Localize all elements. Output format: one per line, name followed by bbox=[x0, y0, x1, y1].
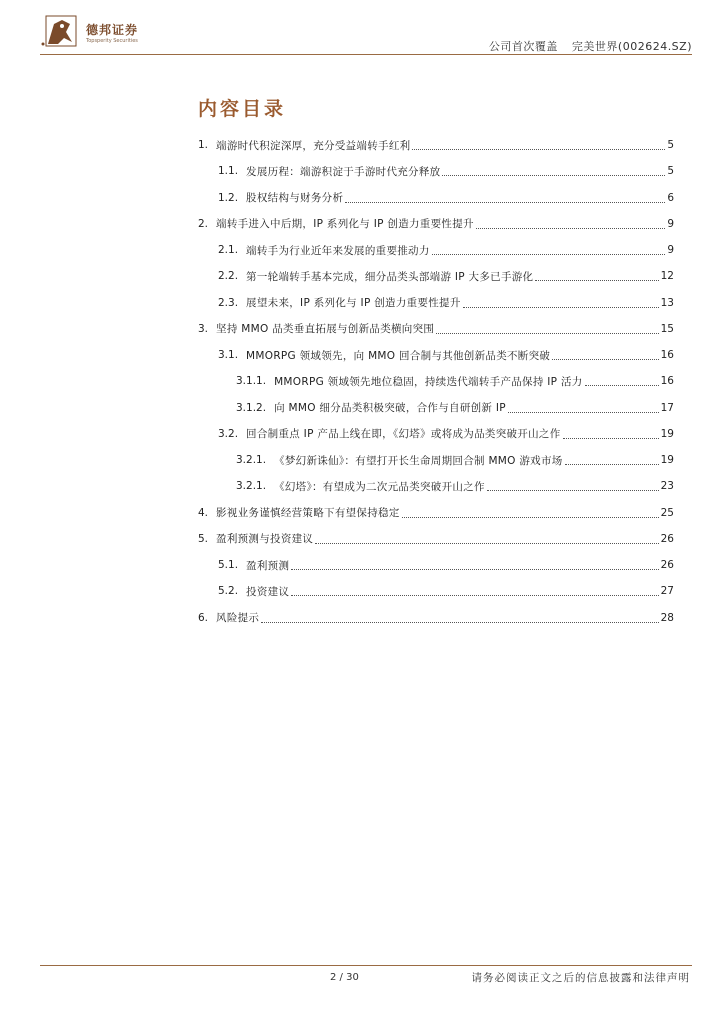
toc-entry-number: 3.2.1. bbox=[236, 480, 267, 493]
toc-entry-number: 6. bbox=[198, 611, 209, 624]
toc-entry[interactable] bbox=[198, 500, 674, 526]
toc-entry[interactable] bbox=[198, 526, 674, 552]
toc-entry-number: 1. bbox=[198, 139, 209, 152]
toc-entry-page: 26 bbox=[660, 532, 674, 545]
toc-entry[interactable] bbox=[198, 368, 674, 394]
toc-entry-number: 3. bbox=[198, 322, 209, 335]
toc-entry-page: 27 bbox=[660, 585, 674, 598]
toc-dot-leader bbox=[402, 516, 659, 518]
toc-entry-title: 股权结构与财务分析 bbox=[246, 192, 344, 205]
toc-dot-leader bbox=[565, 463, 659, 465]
toc-dot-leader bbox=[563, 437, 659, 439]
toc-entry-number: 5. bbox=[198, 532, 209, 545]
toc-entry-page: 5 bbox=[667, 139, 674, 152]
toc-dot-leader bbox=[552, 358, 658, 360]
toc-entry-title: 端转手进入中后期，IP 系列化与 IP 创造力重要性提升 bbox=[216, 218, 474, 231]
toc-entry-page: 6 bbox=[667, 191, 674, 204]
toc-entry-title: 影视业务谨慎经营策略下有望保持稳定 bbox=[216, 507, 400, 520]
brand-name-cn: 德邦证券 bbox=[86, 23, 139, 37]
toc-entry[interactable] bbox=[198, 578, 674, 604]
report-header bbox=[479, 38, 692, 54]
toc-entry-title: 《梦幻新诛仙》：有望打开长生命周期回合制 MMO 游戏市场 bbox=[274, 454, 563, 467]
toc-entry[interactable] bbox=[198, 132, 674, 158]
toc-dot-leader bbox=[463, 306, 659, 308]
toc-entry-title: 投资建议 bbox=[246, 585, 290, 598]
toc-dot-leader bbox=[315, 542, 658, 544]
toc-entry-page: 19 bbox=[660, 454, 674, 467]
toc-entry-title: 展望未来，IP 系列化与 IP 创造力重要性提升 bbox=[246, 297, 461, 310]
toc-entry[interactable] bbox=[198, 421, 674, 447]
toc-dot-leader bbox=[585, 384, 659, 386]
toc-entry-title: 盈利预测 bbox=[246, 559, 290, 572]
toc-entry-title: 向 MMO 细分品类积极突破，合作与自研创新 IP bbox=[274, 402, 506, 415]
toc-entry[interactable] bbox=[198, 211, 674, 237]
header-divider bbox=[40, 54, 692, 55]
toc-dot-leader bbox=[291, 568, 658, 570]
toc-entry-number: 3.2. bbox=[218, 427, 239, 440]
toc-entry[interactable] bbox=[198, 473, 674, 499]
toc-entry-title: 端游时代积淀深厚，充分受益端转手红利 bbox=[216, 139, 411, 152]
toc-dot-leader bbox=[508, 411, 659, 413]
toc-entry-title: 第一轮端转手基本完成，细分品类头部端游 IP 大多已手游化 bbox=[246, 270, 534, 283]
toc-title: 内容目录 bbox=[198, 98, 287, 120]
toc-entry-number: 3.1.1. bbox=[236, 375, 267, 388]
table-of-contents bbox=[198, 132, 674, 631]
toc-entry-title: 回合制重点 IP 产品上线在即，《幻塔》或将成为品类突破开山之作 bbox=[246, 428, 561, 441]
toc-entry-number: 1.2. bbox=[218, 191, 239, 204]
toc-entry-number: 1.1. bbox=[218, 165, 239, 178]
toc-entry-title: 端转手为行业近年来发展的重要推动力 bbox=[246, 244, 430, 257]
toc-entry[interactable] bbox=[198, 605, 674, 631]
toc-dot-leader bbox=[412, 148, 665, 150]
brand-logo-icon bbox=[40, 14, 80, 52]
toc-entry-title: MMORPG 领域领先地位稳固，持续迭代端转手产品保持 IP 活力 bbox=[274, 375, 583, 388]
toc-entry-title: 《幻塔》：有望成为二次元品类突破开山之作 bbox=[274, 480, 485, 493]
toc-entry-number: 4. bbox=[198, 506, 209, 519]
toc-dot-leader bbox=[476, 227, 666, 229]
toc-entry-page: 26 bbox=[660, 559, 674, 572]
toc-entry[interactable] bbox=[198, 447, 674, 473]
toc-entry-number: 2.3. bbox=[218, 296, 239, 309]
toc-entry-number: 2.1. bbox=[218, 244, 239, 257]
company-ticker: 完美世界(002624.SZ) bbox=[571, 40, 692, 53]
toc-entry-page: 25 bbox=[660, 506, 674, 519]
toc-entry-title: MMORPG 领域领先，向 MMO 回合制与其他创新品类不断突破 bbox=[246, 349, 551, 362]
toc-entry-number: 3.2.1. bbox=[236, 454, 267, 467]
toc-entry-title: 风险提示 bbox=[216, 612, 260, 625]
toc-entry[interactable] bbox=[198, 185, 674, 211]
toc-entry-page: 23 bbox=[660, 480, 674, 493]
toc-entry-number: 2.2. bbox=[218, 270, 239, 283]
toc-entry-page: 12 bbox=[660, 270, 674, 283]
toc-entry-number: 3.1.2. bbox=[236, 401, 267, 414]
toc-dot-leader bbox=[436, 332, 658, 334]
toc-entry-number: 2. bbox=[198, 217, 209, 230]
toc-entry-page: 19 bbox=[660, 427, 674, 440]
toc-dot-leader bbox=[261, 621, 658, 623]
toc-entry[interactable] bbox=[198, 342, 674, 368]
toc-entry[interactable] bbox=[198, 316, 674, 342]
toc-dot-leader bbox=[535, 279, 658, 281]
toc-entry-title: 发展历程：端游积淀于手游时代充分释放 bbox=[246, 165, 441, 178]
toc-entry-page: 16 bbox=[660, 349, 674, 362]
toc-entry-page: 16 bbox=[660, 375, 674, 388]
legal-notice: 请务必阅读正文之后的信息披露和法律声明 bbox=[471, 972, 690, 984]
toc-dot-leader bbox=[291, 594, 658, 596]
toc-entry-title: 盈利预测与投资建议 bbox=[216, 533, 314, 546]
toc-entry[interactable] bbox=[198, 237, 674, 263]
footer-divider bbox=[40, 965, 692, 966]
company-logo bbox=[40, 14, 180, 54]
report-type: 公司首次覆盖 bbox=[488, 40, 558, 53]
toc-dot-leader bbox=[487, 489, 659, 491]
page-number: 2 / 30 bbox=[330, 972, 359, 983]
toc-entry[interactable] bbox=[198, 290, 674, 316]
toc-entry-number: 3.1. bbox=[218, 349, 239, 362]
toc-entry[interactable] bbox=[198, 158, 674, 184]
toc-entry-page: 5 bbox=[667, 165, 674, 178]
toc-entry-number: 5.2. bbox=[218, 585, 239, 598]
toc-entry-page: 9 bbox=[667, 244, 674, 257]
toc-entry-title: 坚持 MMO 品类垂直拓展与创新品类横向突围 bbox=[216, 323, 435, 336]
toc-entry-number: 5.1. bbox=[218, 559, 239, 572]
toc-entry-page: 28 bbox=[660, 611, 674, 624]
toc-dot-leader bbox=[432, 253, 666, 255]
toc-entry[interactable] bbox=[198, 552, 674, 578]
toc-entry-page: 9 bbox=[667, 217, 674, 230]
brand-name-en: Topsperity Securities bbox=[86, 38, 138, 44]
toc-dot-leader bbox=[442, 174, 665, 176]
toc-entry[interactable] bbox=[198, 395, 674, 421]
toc-entry-page: 15 bbox=[660, 322, 674, 335]
toc-dot-leader bbox=[345, 201, 665, 203]
toc-entry-page: 13 bbox=[660, 296, 674, 309]
toc-entry[interactable] bbox=[198, 263, 674, 289]
toc-entry-page: 17 bbox=[660, 401, 674, 414]
